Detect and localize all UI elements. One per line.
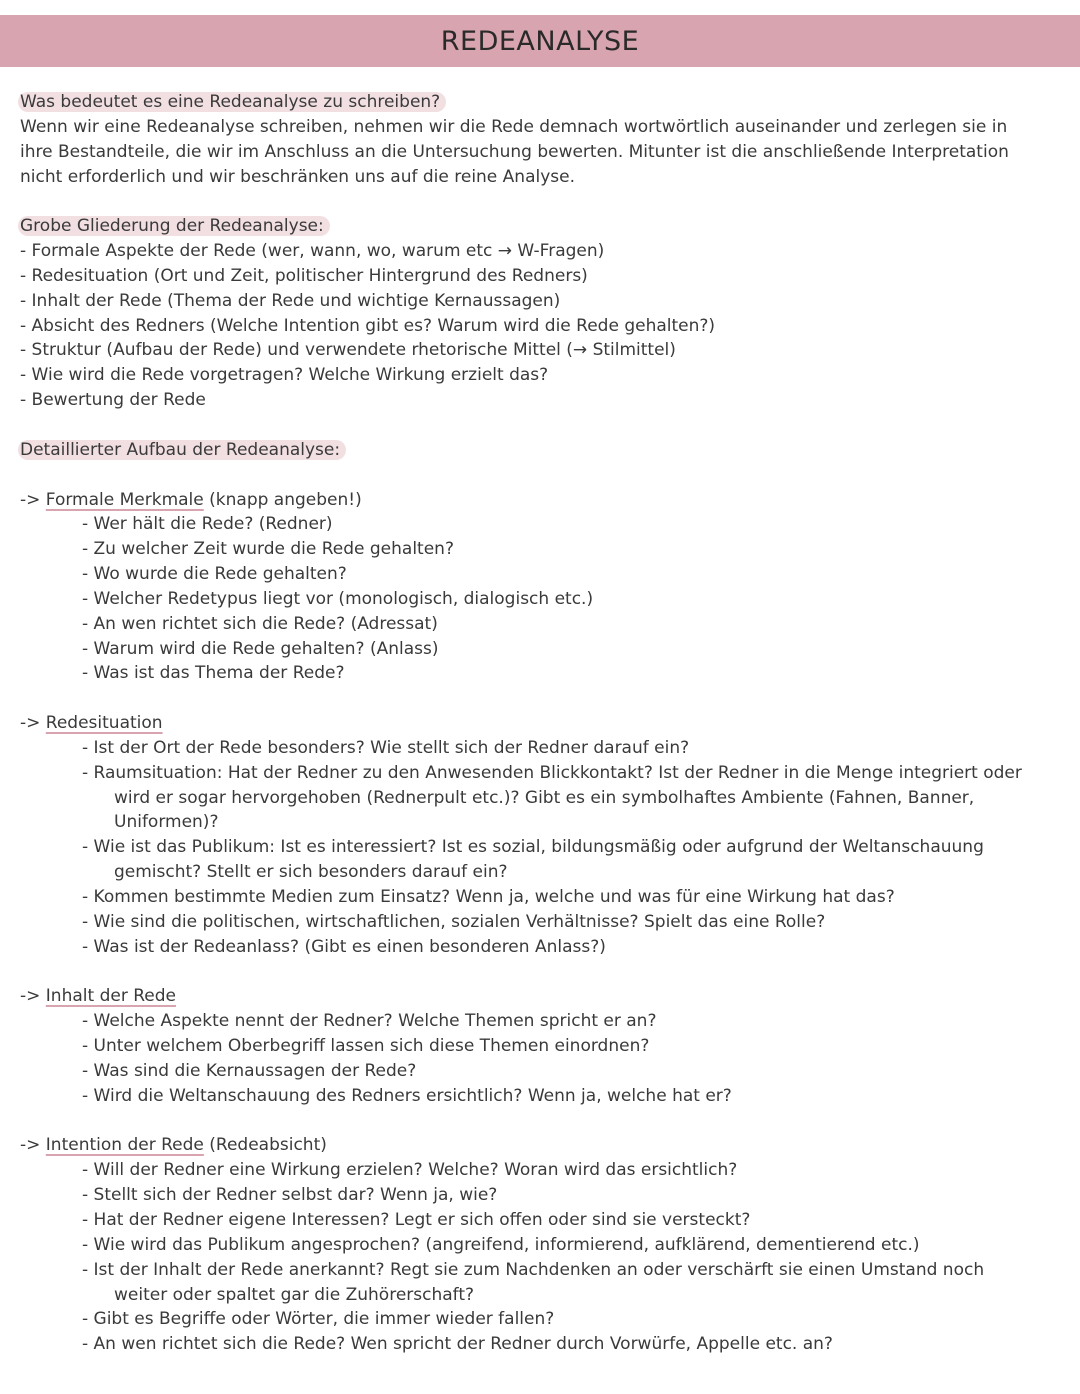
inhalt-item: - Unter welchem Oberbegriff lassen sich diese Themen einordnen? xyxy=(82,1036,650,1057)
situation-item: - Kommen bestimmte Medien zum Einsatz? Wenn ja, welche und was für eine Wirkung hat das? xyxy=(82,887,895,907)
intention-item: - Ist der Inhalt der Rede anerkannt? Regt sie zum Nachdenken an oder verschärft sie einen Umstand noch xyxy=(82,1259,985,1280)
situation-item-continued: wird er sogar hervorgehoben (Rednerpult etc.)? Gibt es ein symbolhaftes Ambiente (Fahnen, Banner, xyxy=(114,787,975,808)
formal-item: - Wer hält die Rede? (Redner) xyxy=(82,514,333,535)
intention-item: - Will der Redner eine Wirkung erzielen? Welche? Woran wird das ersichtlich? xyxy=(82,1160,738,1181)
section-situation-heading xyxy=(20,711,1060,736)
grob-heading: Grobe Gliederung der Redeanalyse: xyxy=(18,216,330,236)
section-inhalt-heading xyxy=(20,984,1060,1009)
arrow-marker: -> xyxy=(20,489,41,510)
section-formal-heading xyxy=(20,488,1060,513)
intro-heading-line xyxy=(20,90,1060,115)
arrow-marker: -> xyxy=(20,1135,41,1156)
detail-heading-line xyxy=(20,438,1060,463)
grob-item: - Wie wird die Rede vorgetragen? Welche Wirkung erzielt das? xyxy=(20,365,549,386)
grob-item: - Redesituation (Ort und Zeit, politischer Hintergrund des Redners) xyxy=(20,265,588,286)
situation-item: - Wie sind die politischen, wirtschaftlichen, sozialen Verhältnisse? Spielt das eine Rolle? xyxy=(82,911,826,932)
formal-item: - Zu welcher Zeit wurde die Rede gehalten? xyxy=(82,539,454,560)
inhalt-item: - Wird die Weltanschauung des Redners ersichtlich? Wenn ja, welche hat er? xyxy=(82,1085,732,1106)
intention-item: - Gibt es Begriffe oder Wörter, die immer wieder fallen? xyxy=(82,1309,555,1330)
situation-item: - Was ist der Redeanlass? (Gibt es einen besonderen Anlass?) xyxy=(82,936,606,957)
section-intention-note: (Redeabsicht) xyxy=(203,1135,327,1156)
intention-item: - Hat der Redner eigene Interessen? Legt er sich offen oder sind sie versteckt? xyxy=(82,1209,751,1230)
formal-item: - Wo wurde die Rede gehalten? xyxy=(82,564,347,585)
grob-item: - Formale Aspekte der Rede (wer, wann, wo, warum etc → W-Fragen) xyxy=(20,241,605,262)
formal-item: - An wen richtet sich die Rede? (Adressat) xyxy=(82,613,438,634)
section-intention-heading xyxy=(20,1133,1060,1158)
situation-item-continued: gemischt? Stellt er sich besonders darauf ein? xyxy=(114,862,508,883)
intro-line: Wenn wir eine Redeanalyse schreiben, nehmen wir die Rede demnach wortwörtlich auseinander und zerlegen sie in xyxy=(20,116,1008,137)
intention-item: - Stellt sich der Redner selbst dar? Wenn ja, wie? xyxy=(82,1185,498,1206)
grob-heading-line xyxy=(20,214,1060,239)
section-inhalt-title: Inhalt der Rede xyxy=(45,986,176,1007)
intro-heading: Was bedeutet es eine Redeanalyse zu schreiben? xyxy=(18,92,446,112)
grob-item: - Bewertung der Rede xyxy=(20,390,206,411)
intro-line: ihre Bestandteile, die wir im Anschluss an die Untersuchung bewerten. Mitunter ist die anschließende Interpretation xyxy=(20,141,1009,162)
situation-item: - Raumsituation: Hat der Redner zu den Anwesenden Blickkontakt? Ist der Redner in die Menge integriert oder xyxy=(82,762,1022,783)
section-formal-note: (knapp angeben!) xyxy=(203,489,362,510)
arrow-marker: -> xyxy=(20,986,41,1007)
detail-heading: Detaillierter Aufbau der Redeanalyse: xyxy=(18,440,346,460)
arrow-marker: -> xyxy=(20,713,41,734)
intention-item-continued: weiter oder spaltet gar die Zuhörerschaft? xyxy=(114,1284,475,1305)
section-situation-title: Redesituation xyxy=(45,713,163,734)
inhalt-item: - Welche Aspekte nennt der Redner? Welche Themen spricht er an? xyxy=(82,1011,657,1032)
inhalt-item: - Was sind die Kernaussagen der Rede? xyxy=(82,1060,417,1081)
section-formal-title: Formale Merkmale xyxy=(45,489,204,510)
situation-item-continued: Uniformen)? xyxy=(114,812,219,833)
intention-item: - An wen richtet sich die Rede? Wen spricht der Redner durch Vorwürfe, Appelle etc. an? xyxy=(82,1334,833,1355)
page-title: REDEANALYSE xyxy=(440,25,640,57)
title-bar xyxy=(0,15,1080,67)
grob-item: - Struktur (Aufbau der Rede) und verwendete rhetorische Mittel (→ Stilmittel) xyxy=(20,340,676,361)
document-body xyxy=(20,90,1060,1357)
formal-item: - Welcher Redetypus liegt vor (monologisch, dialogisch etc.) xyxy=(82,588,594,609)
formal-item: - Warum wird die Rede gehalten? (Anlass) xyxy=(82,638,439,659)
section-intention-title: Intention der Rede xyxy=(45,1135,204,1156)
intention-item: - Wie wird das Publikum angesprochen? (angreifend, informierend, aufklärend, dementierend etc.) xyxy=(82,1234,920,1255)
formal-item: - Was ist das Thema der Rede? xyxy=(82,663,345,684)
grob-item: - Inhalt der Rede (Thema der Rede und wichtige Kernaussagen) xyxy=(20,290,561,311)
grob-item: - Absicht des Redners (Welche Intention gibt es? Warum wird die Rede gehalten?) xyxy=(20,315,716,336)
situation-item: - Wie ist das Publikum: Ist es interessiert? Ist es sozial, bildungsmäßig oder aufgrund der Weltanschauung xyxy=(82,837,984,858)
situation-item: - Ist der Ort der Rede besonders? Wie stellt sich der Redner darauf ein? xyxy=(82,737,690,758)
intro-line: nicht erforderlich und wir beschränken uns auf die reine Analyse. xyxy=(20,166,575,187)
